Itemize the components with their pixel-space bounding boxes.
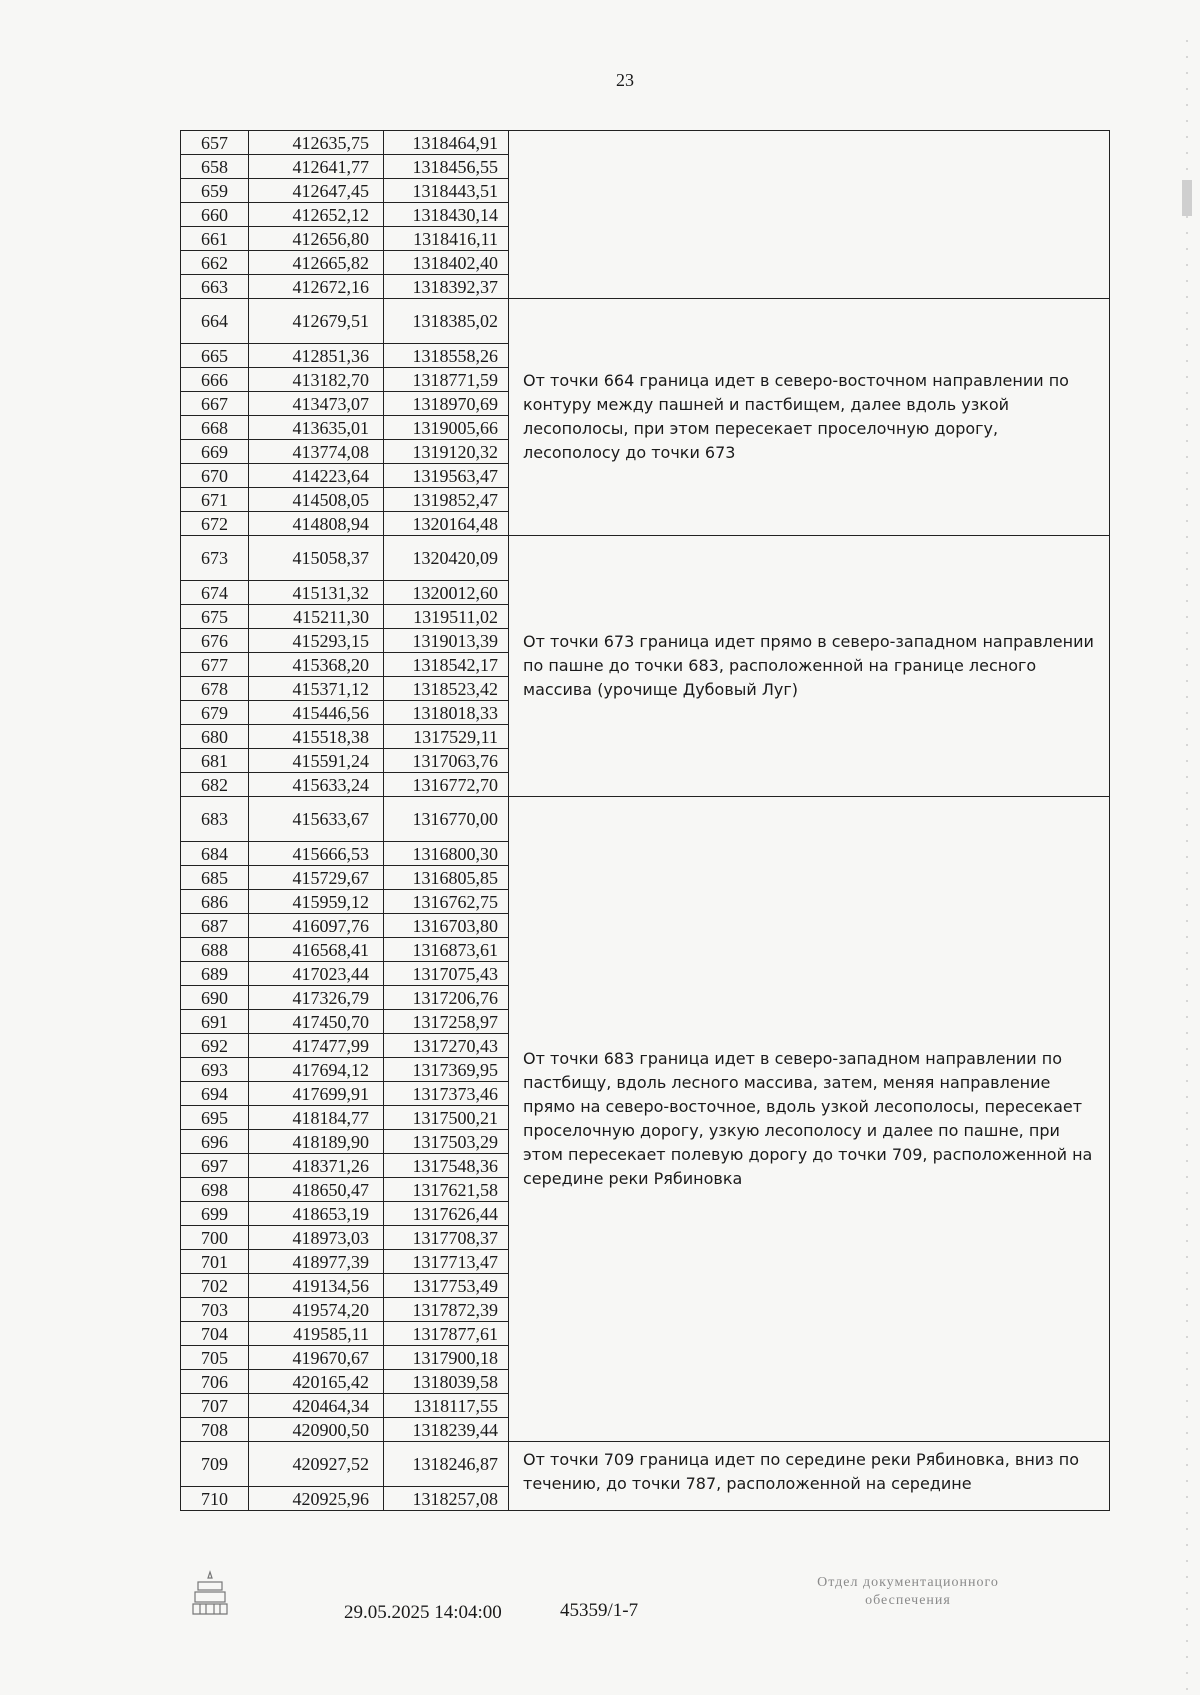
y-coordinate-cell: 1317872,39 xyxy=(384,1298,509,1322)
point-number-cell: 676 xyxy=(181,629,249,653)
y-coordinate-cell: 1317753,49 xyxy=(384,1274,509,1298)
point-number-cell: 703 xyxy=(181,1298,249,1322)
x-coordinate-cell: 412665,82 xyxy=(249,251,384,275)
y-coordinate-cell: 1318558,26 xyxy=(384,344,509,368)
point-number-cell: 695 xyxy=(181,1106,249,1130)
x-coordinate-cell: 412679,51 xyxy=(249,299,384,344)
point-number-cell: 669 xyxy=(181,440,249,464)
point-number-cell: 683 xyxy=(181,797,249,842)
y-coordinate-cell: 1318117,55 xyxy=(384,1394,509,1418)
point-number-cell: 666 xyxy=(181,368,249,392)
point-number-cell: 663 xyxy=(181,275,249,299)
point-number-cell: 664 xyxy=(181,299,249,344)
x-coordinate-cell: 412656,80 xyxy=(249,227,384,251)
point-number-cell: 692 xyxy=(181,1034,249,1058)
y-coordinate-cell: 1318430,14 xyxy=(384,203,509,227)
x-coordinate-cell: 420900,50 xyxy=(249,1418,384,1442)
y-coordinate-cell: 1318970,69 xyxy=(384,392,509,416)
point-number-cell: 709 xyxy=(181,1442,249,1487)
x-coordinate-cell: 412851,36 xyxy=(249,344,384,368)
x-coordinate-cell: 413774,08 xyxy=(249,440,384,464)
point-number-cell: 681 xyxy=(181,749,249,773)
x-coordinate-cell: 412647,45 xyxy=(249,179,384,203)
x-coordinate-cell: 414808,94 xyxy=(249,512,384,536)
y-coordinate-cell: 1317708,37 xyxy=(384,1226,509,1250)
x-coordinate-cell: 415633,67 xyxy=(249,797,384,842)
table-row xyxy=(181,1442,1110,1487)
point-number-cell: 704 xyxy=(181,1322,249,1346)
y-coordinate-cell: 1318456,55 xyxy=(384,155,509,179)
point-number-cell: 694 xyxy=(181,1082,249,1106)
table-row xyxy=(181,131,1110,155)
y-coordinate-cell: 1320164,48 xyxy=(384,512,509,536)
y-coordinate-cell: 1317713,47 xyxy=(384,1250,509,1274)
y-coordinate-cell: 1318385,02 xyxy=(384,299,509,344)
point-number-cell: 672 xyxy=(181,512,249,536)
x-coordinate-cell: 415371,12 xyxy=(249,677,384,701)
point-number-cell: 658 xyxy=(181,155,249,179)
point-number-cell: 671 xyxy=(181,488,249,512)
y-coordinate-cell: 1319852,47 xyxy=(384,488,509,512)
x-coordinate-cell: 415058,37 xyxy=(249,536,384,581)
x-coordinate-cell: 412635,75 xyxy=(249,131,384,155)
x-coordinate-cell: 417450,70 xyxy=(249,1010,384,1034)
point-number-cell: 693 xyxy=(181,1058,249,1082)
x-coordinate-cell: 419574,20 xyxy=(249,1298,384,1322)
x-coordinate-cell: 417326,79 xyxy=(249,986,384,1010)
margin-scan-marks xyxy=(1180,0,1194,1695)
point-number-cell: 691 xyxy=(181,1010,249,1034)
y-coordinate-cell: 1318416,11 xyxy=(384,227,509,251)
point-number-cell: 662 xyxy=(181,251,249,275)
y-coordinate-cell: 1317548,36 xyxy=(384,1154,509,1178)
y-coordinate-cell: 1319563,47 xyxy=(384,464,509,488)
x-coordinate-cell: 415368,20 xyxy=(249,653,384,677)
y-coordinate-cell: 1320420,09 xyxy=(384,536,509,581)
point-number-cell: 707 xyxy=(181,1394,249,1418)
point-number-cell: 678 xyxy=(181,677,249,701)
point-number-cell: 685 xyxy=(181,866,249,890)
y-coordinate-cell: 1317877,61 xyxy=(384,1322,509,1346)
boundary-description-cell xyxy=(509,131,1110,299)
y-coordinate-cell: 1317500,21 xyxy=(384,1106,509,1130)
y-coordinate-cell: 1317258,97 xyxy=(384,1010,509,1034)
y-coordinate-cell: 1318542,17 xyxy=(384,653,509,677)
x-coordinate-cell: 412672,16 xyxy=(249,275,384,299)
boundary-description-cell: От точки 683 граница идет в северо-западном направлении по пастбищу, вдоль лесного массива, затем, меняя направление прямо на северо-восточное, вдоль узкой лесополосы, пересекает проселочную дорогу, узкую лесополосу и далее по пашне, при этом пересекает полевую дорогу до точки 709, расположенной на середине реки Рябиновка xyxy=(509,797,1110,1442)
point-number-cell: 659 xyxy=(181,179,249,203)
x-coordinate-cell: 415959,12 xyxy=(249,890,384,914)
boundary-description-cell: От точки 664 граница идет в северо-восточном направлении по контуру между пашней и пастбищем, далее вдоль узкой лесополосы, при этом пересекает проселочную дорогу, лесополосу до точки 673 xyxy=(509,299,1110,536)
y-coordinate-cell: 1318464,91 xyxy=(384,131,509,155)
table-row xyxy=(181,536,1110,581)
point-number-cell: 677 xyxy=(181,653,249,677)
x-coordinate-cell: 418189,90 xyxy=(249,1130,384,1154)
y-coordinate-cell: 1318257,08 xyxy=(384,1487,509,1511)
x-coordinate-cell: 414223,64 xyxy=(249,464,384,488)
stamp-line-1: Отдел документационного xyxy=(817,1575,999,1590)
point-number-cell: 684 xyxy=(181,842,249,866)
x-coordinate-cell: 420927,52 xyxy=(249,1442,384,1487)
x-coordinate-cell: 415211,30 xyxy=(249,605,384,629)
x-coordinate-cell: 412652,12 xyxy=(249,203,384,227)
x-coordinate-cell: 418653,19 xyxy=(249,1202,384,1226)
x-coordinate-cell: 415591,24 xyxy=(249,749,384,773)
point-number-cell: 690 xyxy=(181,986,249,1010)
x-coordinate-cell: 419670,67 xyxy=(249,1346,384,1370)
point-number-cell: 667 xyxy=(181,392,249,416)
x-coordinate-cell: 419585,11 xyxy=(249,1322,384,1346)
x-coordinate-cell: 415633,24 xyxy=(249,773,384,797)
y-coordinate-cell: 1317369,95 xyxy=(384,1058,509,1082)
point-number-cell: 701 xyxy=(181,1250,249,1274)
x-coordinate-cell: 420925,96 xyxy=(249,1487,384,1511)
x-coordinate-cell: 415446,56 xyxy=(249,701,384,725)
table-row xyxy=(181,299,1110,344)
y-coordinate-cell: 1319013,39 xyxy=(384,629,509,653)
x-coordinate-cell: 419134,56 xyxy=(249,1274,384,1298)
stamp-line-2: обеспечения xyxy=(865,1593,951,1608)
point-number-cell: 674 xyxy=(181,581,249,605)
y-coordinate-cell: 1317206,76 xyxy=(384,986,509,1010)
x-coordinate-cell: 413635,01 xyxy=(249,416,384,440)
x-coordinate-cell: 417477,99 xyxy=(249,1034,384,1058)
point-number-cell: 705 xyxy=(181,1346,249,1370)
point-number-cell: 708 xyxy=(181,1418,249,1442)
emblem-icon xyxy=(190,1568,230,1618)
point-number-cell: 679 xyxy=(181,701,249,725)
point-number-cell: 699 xyxy=(181,1202,249,1226)
point-number-cell: 689 xyxy=(181,962,249,986)
coordinates-table xyxy=(180,130,1110,1511)
y-coordinate-cell: 1317626,44 xyxy=(384,1202,509,1226)
point-number-cell: 673 xyxy=(181,536,249,581)
x-coordinate-cell: 417699,91 xyxy=(249,1082,384,1106)
page-number: 23 xyxy=(616,70,634,90)
y-coordinate-cell: 1317270,43 xyxy=(384,1034,509,1058)
x-coordinate-cell: 416568,41 xyxy=(249,938,384,962)
point-number-cell: 660 xyxy=(181,203,249,227)
point-number-cell: 665 xyxy=(181,344,249,368)
point-number-cell: 702 xyxy=(181,1274,249,1298)
x-coordinate-cell: 413182,70 xyxy=(249,368,384,392)
point-number-cell: 657 xyxy=(181,131,249,155)
boundary-description-cell: От точки 709 граница идет по середине реки Рябиновка, вниз по течению, до точки 787, расположенной на середине xyxy=(509,1442,1110,1511)
point-number-cell: 688 xyxy=(181,938,249,962)
y-coordinate-cell: 1318402,40 xyxy=(384,251,509,275)
y-coordinate-cell: 1316762,75 xyxy=(384,890,509,914)
x-coordinate-cell: 418184,77 xyxy=(249,1106,384,1130)
x-coordinate-cell: 420165,42 xyxy=(249,1370,384,1394)
point-number-cell: 675 xyxy=(181,605,249,629)
y-coordinate-cell: 1318246,87 xyxy=(384,1442,509,1487)
y-coordinate-cell: 1317900,18 xyxy=(384,1346,509,1370)
point-number-cell: 700 xyxy=(181,1226,249,1250)
x-coordinate-cell: 418977,39 xyxy=(249,1250,384,1274)
y-coordinate-cell: 1320012,60 xyxy=(384,581,509,605)
x-coordinate-cell: 415729,67 xyxy=(249,866,384,890)
point-number-cell: 687 xyxy=(181,914,249,938)
department-stamp xyxy=(758,1574,1058,1610)
x-coordinate-cell: 415293,15 xyxy=(249,629,384,653)
x-coordinate-cell: 415666,53 xyxy=(249,842,384,866)
y-coordinate-cell: 1318771,59 xyxy=(384,368,509,392)
y-coordinate-cell: 1318239,44 xyxy=(384,1418,509,1442)
coordinates-table-wrap xyxy=(180,130,1110,1511)
y-coordinate-cell: 1317373,46 xyxy=(384,1082,509,1106)
point-number-cell: 698 xyxy=(181,1178,249,1202)
table-row xyxy=(181,797,1110,842)
x-coordinate-cell: 413473,07 xyxy=(249,392,384,416)
x-coordinate-cell: 417023,44 xyxy=(249,962,384,986)
y-coordinate-cell: 1319511,02 xyxy=(384,605,509,629)
y-coordinate-cell: 1317621,58 xyxy=(384,1178,509,1202)
footer-datetime: 29.05.2025 14:04:00 xyxy=(344,1602,502,1623)
x-coordinate-cell: 420464,34 xyxy=(249,1394,384,1418)
y-coordinate-cell: 1318018,33 xyxy=(384,701,509,725)
y-coordinate-cell: 1318443,51 xyxy=(384,179,509,203)
footer-document-code: 45359/1-7 xyxy=(560,1600,639,1621)
y-coordinate-cell: 1318039,58 xyxy=(384,1370,509,1394)
point-number-cell: 710 xyxy=(181,1487,249,1511)
point-number-cell: 668 xyxy=(181,416,249,440)
y-coordinate-cell: 1317063,76 xyxy=(384,749,509,773)
y-coordinate-cell: 1317075,43 xyxy=(384,962,509,986)
point-number-cell: 706 xyxy=(181,1370,249,1394)
x-coordinate-cell: 415518,38 xyxy=(249,725,384,749)
x-coordinate-cell: 418371,26 xyxy=(249,1154,384,1178)
y-coordinate-cell: 1316805,85 xyxy=(384,866,509,890)
point-number-cell: 686 xyxy=(181,890,249,914)
point-number-cell: 697 xyxy=(181,1154,249,1178)
y-coordinate-cell: 1317503,29 xyxy=(384,1130,509,1154)
x-coordinate-cell: 415131,32 xyxy=(249,581,384,605)
y-coordinate-cell: 1316873,61 xyxy=(384,938,509,962)
y-coordinate-cell: 1316800,30 xyxy=(384,842,509,866)
y-coordinate-cell: 1319120,32 xyxy=(384,440,509,464)
x-coordinate-cell: 416097,76 xyxy=(249,914,384,938)
boundary-description-cell: От точки 673 граница идет прямо в северо-западном направлении по пашне до точки 683, расположенной на границе лесного массива (урочище Дубовый Луг) xyxy=(509,536,1110,797)
point-number-cell: 696 xyxy=(181,1130,249,1154)
point-number-cell: 670 xyxy=(181,464,249,488)
point-number-cell: 680 xyxy=(181,725,249,749)
y-coordinate-cell: 1318392,37 xyxy=(384,275,509,299)
x-coordinate-cell: 412641,77 xyxy=(249,155,384,179)
y-coordinate-cell: 1316770,00 xyxy=(384,797,509,842)
y-coordinate-cell: 1316703,80 xyxy=(384,914,509,938)
y-coordinate-cell: 1316772,70 xyxy=(384,773,509,797)
point-number-cell: 682 xyxy=(181,773,249,797)
y-coordinate-cell: 1317529,11 xyxy=(384,725,509,749)
x-coordinate-cell: 418973,03 xyxy=(249,1226,384,1250)
x-coordinate-cell: 417694,12 xyxy=(249,1058,384,1082)
x-coordinate-cell: 414508,05 xyxy=(249,488,384,512)
point-number-cell: 661 xyxy=(181,227,249,251)
y-coordinate-cell: 1318523,42 xyxy=(384,677,509,701)
x-coordinate-cell: 418650,47 xyxy=(249,1178,384,1202)
y-coordinate-cell: 1319005,66 xyxy=(384,416,509,440)
